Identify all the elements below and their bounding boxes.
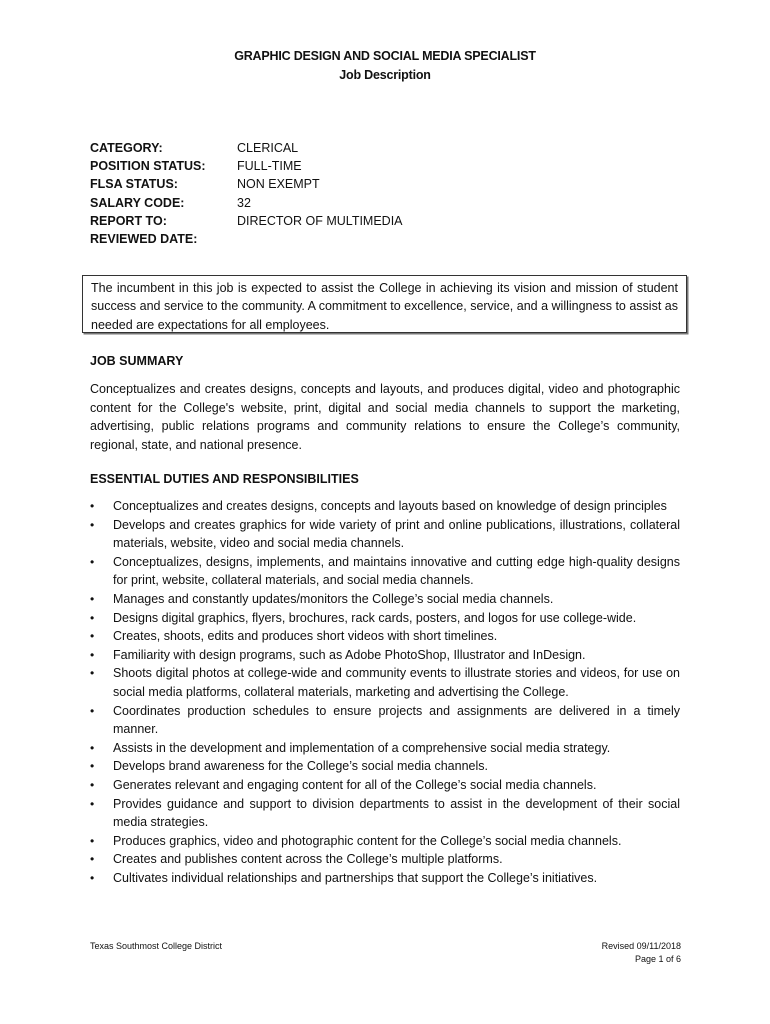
footer-organization: Texas Southmost College District	[90, 941, 223, 951]
info-value: 32	[237, 195, 251, 210]
bullet-icon: •	[90, 759, 95, 774]
info-label: SALARY CODE:	[90, 195, 185, 210]
list-item	[90, 757, 680, 776]
list-item	[90, 739, 680, 758]
bullet-icon: •	[90, 517, 95, 532]
duty-text: Shoots digital photos at college-wide and community events to illustrate stories and videos, for use on social media platforms, collateral materials, marketing and advertising the College.	[113, 666, 680, 699]
duty-text: Generates relevant and engaging content for all of the College’s social media channels.	[113, 777, 597, 792]
duty-text: Coordinates production schedules to ensure projects and assignments are delivered in a timely manner.	[113, 703, 680, 737]
info-row-category	[90, 141, 403, 159]
info-value: NON EXEMPT	[237, 177, 320, 192]
info-label: CATEGORY:	[90, 141, 163, 155]
page-number: Page 1 of 6	[634, 954, 681, 964]
list-item	[90, 627, 680, 646]
bullet-icon: •	[90, 499, 95, 513]
bullet-icon: •	[90, 852, 95, 867]
info-row-reviewed-date	[90, 232, 403, 250]
duty-text: Creates, shoots, edits and produces short videos with short timelines.	[113, 629, 498, 644]
duty-text: Designs digital graphics, flyers, brochures, rack cards, posters, and logos for use college-wide.	[113, 610, 637, 625]
info-row-salary-code	[90, 196, 403, 214]
list-item	[90, 646, 680, 665]
bullet-icon: •	[90, 629, 95, 644]
list-item	[90, 609, 680, 628]
bullet-icon: •	[90, 777, 95, 792]
bullet-icon: •	[90, 647, 95, 662]
duty-text: Assists in the development and implementation of a comprehensive social media strategy.	[113, 740, 611, 755]
list-item	[90, 664, 680, 701]
list-item	[90, 497, 680, 516]
duty-text: Familiarity with design programs, such as Adobe PhotoShop, Illustrator and InDesign.	[113, 647, 586, 662]
bullet-icon: •	[90, 591, 95, 606]
list-item	[90, 776, 680, 795]
info-label: FLSA STATUS:	[90, 177, 178, 192]
duty-text: Cultivates individual relationships and partnerships that support the College’s initiatives.	[113, 870, 598, 885]
info-value: CLERICAL	[237, 141, 299, 155]
bullet-icon: •	[90, 610, 95, 625]
info-label: REPORT TO:	[90, 213, 167, 228]
duty-text: Conceptualizes and creates designs, concepts and layouts based on knowledge of design principles	[113, 499, 667, 513]
info-row-position-status	[90, 159, 403, 177]
list-item	[90, 553, 680, 590]
bullet-icon: •	[90, 796, 95, 811]
bullet-icon: •	[90, 666, 95, 681]
list-item	[90, 869, 680, 888]
job-summary-heading: JOB SUMMARY	[90, 354, 184, 368]
bullet-icon: •	[90, 740, 95, 755]
list-item	[90, 832, 680, 851]
duty-text: Produces graphics, video and photographic content for the College’s social media channels.	[113, 833, 622, 848]
revised-date: Revised 09/11/2018	[601, 941, 681, 951]
duty-text: Conceptualizes, designs, implements, and maintains innovative and cutting edge high-quality designs for print, website, collateral materials, and social media channels.	[113, 554, 680, 588]
list-item	[90, 795, 680, 832]
duty-text: Provides guidance and support to division departments to assist in the development of their social media strategies.	[113, 796, 680, 830]
duties-heading: ESSENTIAL DUTIES AND RESPONSIBILITIES	[90, 472, 359, 486]
duty-text: Creates and publishes content across the College’s multiple platforms.	[113, 852, 503, 867]
info-row-flsa-status	[90, 177, 403, 195]
footer-revision	[602, 940, 681, 966]
bullet-icon: •	[90, 554, 95, 569]
document-subtitle: Job Description	[339, 68, 431, 82]
list-item	[90, 850, 680, 869]
intro-statement-box: The incumbent in this job is expected to assist the College in achieving its vision and mission of student success and service to the community. A commitment to excellence, service, and a willingness to assist as needed are expectations for all employees.	[82, 275, 687, 333]
duties-list	[90, 497, 680, 887]
info-label: POSITION STATUS:	[90, 159, 206, 174]
info-row-report-to	[90, 214, 403, 232]
position-info	[90, 141, 403, 250]
info-value: FULL-TIME	[237, 159, 302, 174]
duty-text: Develops brand awareness for the College’s social media channels.	[113, 759, 488, 774]
list-item	[90, 590, 680, 609]
bullet-icon: •	[90, 833, 95, 848]
duty-text: Develops and creates graphics for wide variety of print and online publications, illustrations, collateral materials, website, video and social media channels.	[113, 517, 680, 551]
info-value: DIRECTOR OF MULTIMEDIA	[237, 213, 403, 228]
list-item	[90, 516, 680, 553]
list-item	[90, 702, 680, 739]
job-summary-text: Conceptualizes and creates designs, concepts and layouts, and produces digital, video and photographic content for the College's website, print, digital and social media channels to support the marketing, advertising, public relations programs and community relations to ensure the College’s community, regional, state, and national presence.	[90, 382, 680, 452]
info-label: REVIEWED DATE:	[90, 231, 198, 246]
bullet-icon: •	[90, 870, 95, 885]
document-title: GRAPHIC DESIGN AND SOCIAL MEDIA SPECIALIST	[234, 49, 536, 63]
bullet-icon: •	[90, 703, 95, 718]
duty-text: Manages and constantly updates/monitors the College’s social media channels.	[113, 591, 554, 606]
